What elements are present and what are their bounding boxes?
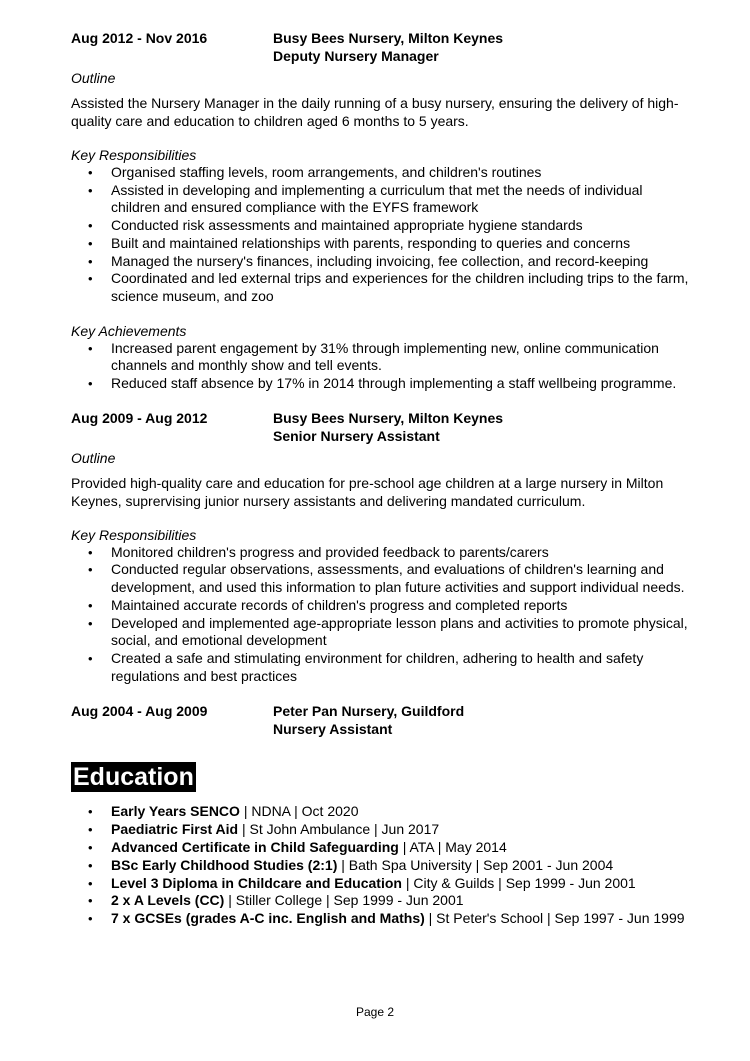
qualification-detail: | NDNA | Oct 2020 xyxy=(239,803,359,820)
list-item: • Created a safe and stimulating environment for children, adhering to health and safety regulations and best practices xyxy=(71,650,691,685)
achievements-label: Key Achievements xyxy=(71,322,187,339)
job-role: Nursery Assistant xyxy=(273,721,393,738)
qualification-name: Early Years SENCO xyxy=(111,803,240,820)
education-heading: Education xyxy=(73,763,194,792)
outline-label: Outline xyxy=(71,449,116,466)
qualification-detail: | Stiller College | Sep 1999 - Jun 2001 xyxy=(224,892,464,909)
job-header xyxy=(71,702,691,738)
education-list xyxy=(71,803,691,928)
outline-text: Assisted the Nursery Manager in the daily running of a busy nursery, ensuring the delivery of high-quality care and education to children aged 6 months to 5 years. xyxy=(71,95,679,129)
page-number: Page 2 xyxy=(355,1005,395,1019)
list-item: • Managed the nursery's finances, including invoicing, fee collection, and record-keeping xyxy=(71,253,691,271)
qualification-name: Paediatric First Aid xyxy=(111,821,239,838)
list-item xyxy=(71,839,691,857)
list-item: • Increased parent engagement by 31% through implementing new, online communication channels and monthly show and tell events. xyxy=(71,340,691,375)
qualification-detail: | Bath Spa University | Sep 2001 - Jun 2004 xyxy=(337,856,614,873)
list-item: • Reduced staff absence by 17% in 2014 through implementing a staff wellbeing programme. xyxy=(71,375,691,393)
qualification-detail: | St Peter's School | Sep 1997 - Jun 1999 xyxy=(424,910,685,927)
list-item xyxy=(71,910,691,928)
list-item xyxy=(71,803,691,821)
list-item: • Built and maintained relationships with parents, responding to queries and concerns xyxy=(71,235,691,253)
resume-page xyxy=(71,29,691,928)
qualification-name: Advanced Certificate in Child Safeguarding xyxy=(111,838,399,855)
job-dates: Aug 2009 - Aug 2012 xyxy=(71,409,208,426)
responsibilities-list xyxy=(71,544,691,686)
list-item: • Maintained accurate records of children's progress and completed reports xyxy=(71,597,691,615)
list-item: • Conducted risk assessments and maintained appropriate hygiene standards xyxy=(71,217,691,235)
list-item: • Monitored children's progress and provided feedback to parents/carers xyxy=(71,544,691,562)
list-item: • Coordinated and led external trips and experiences for the children including trips to the farm, science museum, and zoo xyxy=(71,270,691,305)
list-item: • Organised staffing levels, room arrangements, and children's routines xyxy=(71,164,691,182)
list-item xyxy=(71,821,691,839)
list-item: • Conducted regular observations, assessments, and evaluations of children's learning and development, and used this information to plan future activities and support individual needs. xyxy=(71,561,691,596)
job-employer: Peter Pan Nursery, Guildford xyxy=(273,703,465,720)
job-employer: Busy Bees Nursery, Milton Keynes xyxy=(273,30,504,46)
job-dates: Aug 2012 - Nov 2016 xyxy=(71,30,208,46)
job-header xyxy=(71,29,691,65)
qualification-name: 7 x GCSEs (grades A-C inc. English and Maths) xyxy=(111,910,425,927)
responsibilities-label: Key Responsibilities xyxy=(71,147,197,163)
qualification-name: BSc Early Childhood Studies (2:1) xyxy=(111,856,338,873)
achievements-list xyxy=(71,340,691,393)
list-item: • Assisted in developing and implementing a curriculum that met the needs of individual children and ensured compliance with the EYFS framework xyxy=(71,182,691,217)
outline-label: Outline xyxy=(71,70,116,86)
job-role: Deputy Nursery Manager xyxy=(273,48,439,64)
list-item: • Developed and implemented age-appropriate lesson plans and activities to promote physical, social, and emotional development xyxy=(71,615,691,650)
job-entry xyxy=(71,702,691,738)
job-employer: Busy Bees Nursery, Milton Keynes xyxy=(273,409,504,426)
list-item xyxy=(71,857,691,875)
qualification-detail: | St John Ambulance | Jun 2017 xyxy=(238,821,440,838)
responsibilities-label: Key Responsibilities xyxy=(71,526,197,543)
outline-text: Provided high-quality care and education for pre-school age children at a large nursery in Milton Keynes, suprervising junior nursery assistants and delivering mandated curriculum. xyxy=(71,474,664,509)
qualification-name: 2 x A Levels (CC) xyxy=(111,892,225,909)
qualification-detail: | City & Guilds | Sep 1999 - Jun 2001 xyxy=(401,874,636,891)
job-entry xyxy=(71,29,691,393)
list-item xyxy=(71,875,691,893)
qualification-detail: | ATA | May 2014 xyxy=(398,838,507,855)
qualification-name: Level 3 Diploma in Childcare and Education xyxy=(111,874,402,891)
job-role: Senior Nursery Assistant xyxy=(273,427,440,444)
responsibilities-list xyxy=(71,164,691,306)
list-item xyxy=(71,892,691,910)
job-header xyxy=(71,409,691,445)
job-entry xyxy=(71,409,691,686)
job-dates: Aug 2004 - Aug 2009 xyxy=(71,703,208,720)
